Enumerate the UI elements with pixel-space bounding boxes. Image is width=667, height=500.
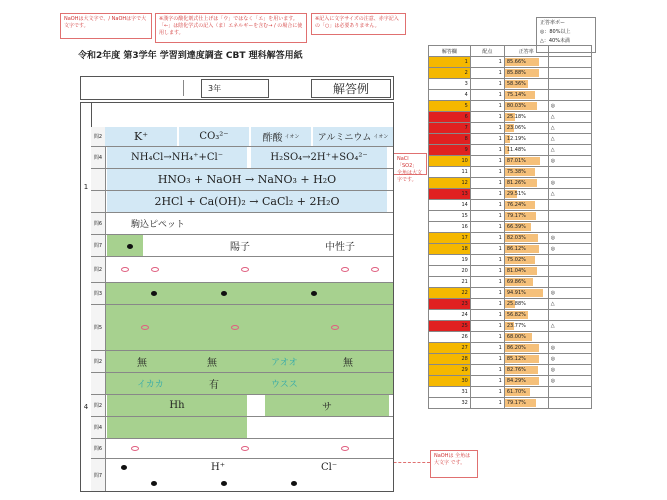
table-row — [429, 90, 592, 101]
answer-cell: NH₄Cl→NH₄⁺+Cl⁻ — [107, 147, 247, 168]
table-row — [429, 376, 592, 387]
rate-cell — [504, 200, 548, 211]
rate-value: 85.12% — [506, 356, 526, 362]
rate-cell — [504, 321, 548, 332]
row-label: 問2 — [91, 257, 106, 282]
answer-number-cell: 5 — [429, 101, 471, 112]
rate-value: 75.14% — [506, 92, 526, 98]
note-naoh: NaOHは大文字で、/ NaOHは字で大文字です。 — [60, 13, 152, 39]
table-row — [429, 167, 592, 178]
answer-number-cell: 28 — [429, 354, 471, 365]
points-cell: 1 — [470, 299, 504, 310]
rate-cell — [504, 189, 548, 200]
rate-mark-cell — [548, 211, 591, 222]
note-reaction: ※漢字の酸化剤式仕上げは「ウ」ではなく「エ」を用います。「←」は陰化学式の記入（ま）エネルギーを含む→ / の場合に使用します。 — [155, 13, 307, 43]
rate-cell — [504, 167, 548, 178]
answer-number-cell: 3 — [429, 79, 471, 90]
answer-number-cell: 18 — [429, 244, 471, 255]
answer-number-cell: 29 — [429, 365, 471, 376]
rate-cell — [504, 354, 548, 365]
answer-cell: K⁺ — [105, 127, 177, 146]
points-cell: 1 — [470, 222, 504, 233]
points-cell: 1 — [470, 200, 504, 211]
answer-number-cell: 9 — [429, 145, 471, 156]
points-cell: 1 — [470, 354, 504, 365]
table-row — [429, 266, 592, 277]
rate-cell — [504, 288, 548, 299]
answer-number-cell: 19 — [429, 255, 471, 266]
table-row — [429, 101, 592, 112]
row-label: 問7 — [91, 459, 106, 491]
mark — [141, 325, 149, 330]
header-row — [80, 76, 394, 100]
answer-cell — [107, 417, 247, 438]
rate-mark-cell: ◎ — [548, 178, 591, 189]
grade-value: 3年 — [208, 84, 222, 93]
answer-cell: 陽子 — [230, 242, 250, 253]
answer-row-13 — [91, 417, 393, 439]
answer-cell: H₂SO₄→2H⁺+SO₄²⁻ — [251, 147, 387, 168]
column-header: 解答欄 — [429, 46, 471, 57]
points-cell: 1 — [470, 189, 504, 200]
points-cell: 1 — [470, 178, 504, 189]
rate-cell — [504, 112, 548, 123]
mark — [241, 446, 249, 451]
answer-cell: 2HCl + Ca(OH)₂ → CaCl₂ + 2H₂O — [107, 191, 387, 212]
rate-cell — [504, 310, 548, 321]
row-label: 問6 — [91, 213, 106, 234]
mark — [341, 446, 349, 451]
answer-cell: 無 — [137, 358, 147, 369]
row-label: 問4 — [91, 147, 106, 168]
rate-mark-cell: △ — [548, 299, 591, 310]
table-row — [429, 200, 592, 211]
legend-line-1: ◎：80%以上 — [540, 29, 571, 35]
rate-mark-cell: ◎ — [548, 156, 591, 167]
rate-mark-cell: ◎ — [548, 376, 591, 387]
rate-cell — [504, 343, 548, 354]
table-row — [429, 299, 592, 310]
row-label — [91, 373, 106, 394]
points-cell: 1 — [470, 57, 504, 68]
mark — [341, 267, 349, 272]
rate-mark-cell — [548, 277, 591, 288]
question-1-label: 1 — [83, 183, 89, 191]
answer-cell: 中性子 — [325, 242, 355, 253]
table-row — [429, 398, 592, 409]
legend-title: 正答率ボー — [540, 20, 566, 26]
rate-value: 61.70% — [506, 389, 526, 395]
header-marks — [83, 80, 184, 96]
rate-cell — [504, 299, 548, 310]
table-row — [429, 68, 592, 79]
column-header: 配点 — [470, 46, 504, 57]
table-row — [429, 57, 592, 68]
points-cell: 1 — [470, 90, 504, 101]
mark — [371, 267, 379, 272]
rate-value: 66.39% — [506, 224, 526, 230]
rate-cell — [504, 365, 548, 376]
rate-cell — [504, 156, 548, 167]
rate-cell — [504, 255, 548, 266]
mark — [151, 481, 157, 486]
rate-value: 68.00% — [506, 334, 526, 340]
points-cell: 1 — [470, 332, 504, 343]
row-label — [91, 169, 106, 190]
answer-cell: イカカ — [137, 380, 164, 390]
rate-cell — [504, 134, 548, 145]
note-bottom: NaOHは 全角は大文字 です。 — [430, 450, 478, 478]
rate-mark-cell — [548, 255, 591, 266]
points-cell: 1 — [470, 288, 504, 299]
points-cell: 1 — [470, 255, 504, 266]
points-cell: 1 — [470, 277, 504, 288]
rate-mark-cell: ◎ — [548, 365, 591, 376]
answer-number-cell: 26 — [429, 332, 471, 343]
rate-cell — [504, 222, 548, 233]
rate-mark-cell: △ — [548, 321, 591, 332]
rate-mark-cell: △ — [548, 123, 591, 134]
rate-value: 94.91% — [506, 290, 526, 296]
answer-number-cell: 16 — [429, 222, 471, 233]
rate-mark-cell — [548, 200, 591, 211]
rate-cell — [504, 68, 548, 79]
rate-mark-cell — [548, 167, 591, 178]
rate-value: 23.06% — [506, 125, 526, 131]
points-cell: 1 — [470, 310, 504, 321]
answer-row-15 — [91, 459, 393, 491]
points-cell: 1 — [470, 211, 504, 222]
rate-mark-cell — [548, 332, 591, 343]
rate-cell — [504, 398, 548, 409]
row-label: 問2 — [91, 351, 106, 372]
answer-cell: サ — [265, 395, 389, 416]
answer-number-cell: 1 — [429, 57, 471, 68]
points-cell: 1 — [470, 233, 504, 244]
answer-cell: 無 — [343, 358, 353, 369]
table-header-row — [429, 46, 592, 57]
rate-mark-cell — [548, 90, 591, 101]
points-cell: 1 — [470, 321, 504, 332]
rate-value: 82.76% — [506, 367, 526, 373]
grade-box — [201, 79, 269, 98]
mark — [241, 267, 249, 272]
mark — [331, 325, 339, 330]
row-label: 問4 — [91, 417, 106, 438]
table-row — [429, 79, 592, 90]
rate-value: 29.51% — [506, 191, 526, 197]
note-so2: NaCl「SO2」 全角は大文字です。 — [393, 153, 427, 175]
row-label: 問2 — [91, 395, 106, 416]
answer-row-11 — [91, 373, 393, 395]
rate-cell — [504, 211, 548, 222]
answer-row-3 — [91, 169, 393, 191]
rate-value: 76.24% — [506, 202, 526, 208]
answer-cell: ウスス — [271, 380, 298, 390]
table-row — [429, 244, 592, 255]
answer-number-cell: 30 — [429, 376, 471, 387]
table-row — [429, 387, 592, 398]
rate-mark-cell — [548, 387, 591, 398]
points-cell: 1 — [470, 123, 504, 134]
rate-mark-cell — [548, 398, 591, 409]
points-cell: 1 — [470, 398, 504, 409]
answer-number-cell: 32 — [429, 398, 471, 409]
row-label: 問5 — [91, 305, 106, 350]
rate-value: 56.82% — [506, 312, 526, 318]
answer-number-cell: 8 — [429, 134, 471, 145]
row-label — [91, 191, 106, 212]
answer-number-cell: 17 — [429, 233, 471, 244]
answer-cell: アルミニウム イオン — [313, 127, 393, 146]
mark — [151, 267, 159, 272]
table-row — [429, 189, 592, 200]
answer-number-cell: 25 — [429, 321, 471, 332]
rate-mark-cell — [548, 68, 591, 79]
answer-number-cell: 14 — [429, 200, 471, 211]
answer-example-box — [311, 79, 391, 98]
answer-row-9 — [91, 305, 393, 351]
row-label: 問6 — [91, 439, 106, 458]
points-cell: 1 — [470, 156, 504, 167]
answer-cell: Hh — [107, 395, 247, 416]
mark — [311, 291, 317, 296]
table-row — [429, 156, 592, 167]
answer-number-cell: 31 — [429, 387, 471, 398]
table-row — [429, 288, 592, 299]
mark — [221, 291, 227, 296]
rate-value: 81.26% — [506, 180, 526, 186]
rate-cell — [504, 233, 548, 244]
rate-mark-cell — [548, 57, 591, 68]
points-cell: 1 — [470, 145, 504, 156]
points-cell: 1 — [470, 365, 504, 376]
answer-number-cell: 24 — [429, 310, 471, 321]
table-row — [429, 211, 592, 222]
answer-number-cell: 23 — [429, 299, 471, 310]
rate-value: 81.04% — [506, 268, 526, 274]
answer-cell: アオオ — [271, 358, 298, 368]
answer-row-1 — [91, 127, 393, 147]
answer-cell: 無 — [207, 358, 217, 369]
table-row — [429, 112, 592, 123]
answer-number-cell: 22 — [429, 288, 471, 299]
answer-number-cell: 27 — [429, 343, 471, 354]
table-row — [429, 178, 592, 189]
rate-cell — [504, 90, 548, 101]
answer-cell: 酢酸 イオン — [251, 127, 311, 146]
rate-value: 79.17% — [506, 213, 526, 219]
rate-value: 85.88% — [506, 70, 526, 76]
rate-value: 25.18% — [506, 114, 526, 120]
rate-cell — [504, 266, 548, 277]
table-row — [429, 310, 592, 321]
answer-number-cell: 10 — [429, 156, 471, 167]
mark — [121, 465, 127, 470]
rate-cell — [504, 376, 548, 387]
rate-cell — [504, 145, 548, 156]
rate-mark-cell: ◎ — [548, 343, 591, 354]
rate-value: 80.03% — [506, 103, 526, 109]
points-cell: 1 — [470, 244, 504, 255]
row-label: 問2 — [91, 127, 106, 146]
points-cell: 1 — [470, 101, 504, 112]
rate-value: 25.88% — [506, 301, 526, 307]
rate-value: 87.01% — [506, 158, 526, 164]
row-label: 問7 — [91, 235, 106, 256]
table-row — [429, 145, 592, 156]
rate-mark-cell: ◎ — [548, 233, 591, 244]
answer-number-cell: 4 — [429, 90, 471, 101]
rate-cell — [504, 79, 548, 90]
table-row — [429, 123, 592, 134]
rate-value: 85.66% — [506, 59, 526, 65]
mark — [291, 481, 297, 486]
rate-cell — [504, 123, 548, 134]
table-row — [429, 233, 592, 244]
answer-row-14 — [91, 439, 393, 459]
rate-cell — [504, 332, 548, 343]
rate-value: 86.12% — [506, 246, 526, 252]
rate-mark-cell: △ — [548, 134, 591, 145]
answer-cell: CO₃²⁻ — [179, 127, 249, 146]
table-row — [429, 321, 592, 332]
points-cell: 1 — [470, 376, 504, 387]
answer-row-6 — [91, 235, 393, 257]
answer-row-12 — [91, 395, 393, 417]
rate-mark-cell: ◎ — [548, 244, 591, 255]
rate-cell — [504, 277, 548, 288]
table-row — [429, 222, 592, 233]
rate-value: 75.38% — [506, 169, 526, 175]
answer-number-cell: 20 — [429, 266, 471, 277]
points-cell: 1 — [470, 387, 504, 398]
table-row — [429, 332, 592, 343]
answer-row-2 — [91, 147, 393, 169]
answer-cell: 駒込ピペット — [131, 220, 185, 230]
answer-cell: H⁺ — [211, 461, 225, 473]
page-title: 令和2年度 第3学年 学習到達度調査 CBT 理科解答用紙 — [78, 51, 303, 61]
answer-number-cell: 15 — [429, 211, 471, 222]
answer-number-cell: 2 — [429, 68, 471, 79]
rate-value: 23.77% — [506, 323, 526, 329]
mark — [121, 267, 129, 272]
mark — [151, 291, 157, 296]
table-row — [429, 343, 592, 354]
rate-value: 84.29% — [506, 378, 526, 384]
table-row — [429, 354, 592, 365]
points-cell: 1 — [470, 112, 504, 123]
answer-number-cell: 6 — [429, 112, 471, 123]
answer-number-cell: 11 — [429, 167, 471, 178]
rate-value: 79.17% — [506, 400, 526, 406]
answer-cell: 有 — [209, 380, 219, 391]
answer-row-7 — [91, 257, 393, 283]
rate-mark-cell — [548, 222, 591, 233]
mark — [221, 481, 227, 486]
rate-value: 82.03% — [506, 235, 526, 241]
answer-cell — [107, 235, 143, 256]
table-row — [429, 365, 592, 376]
points-cell: 1 — [470, 266, 504, 277]
rate-value: 75.02% — [506, 257, 526, 263]
rate-mark-cell: △ — [548, 145, 591, 156]
question-4-label: 4 — [83, 403, 89, 411]
rate-cell — [504, 178, 548, 189]
answer-number-cell: 21 — [429, 277, 471, 288]
rate-mark-cell: ◎ — [548, 101, 591, 112]
rate-mark-cell — [548, 310, 591, 321]
rate-mark-cell: △ — [548, 189, 591, 200]
rate-mark-cell — [548, 79, 591, 90]
points-cell: 1 — [470, 68, 504, 79]
table-row — [429, 134, 592, 145]
rate-value: 69.86% — [506, 279, 526, 285]
answer-sheet — [80, 102, 394, 492]
answer-row-8 — [91, 283, 393, 305]
rate-mark-cell: △ — [548, 112, 591, 123]
rate-cell — [504, 244, 548, 255]
answer-cell: HNO₃ + NaOH → NaNO₃ + H₂O — [107, 169, 387, 190]
rate-value: 86.20% — [506, 345, 526, 351]
rate-mark-cell — [548, 266, 591, 277]
points-cell: 1 — [470, 343, 504, 354]
answer-row-4 — [91, 191, 393, 213]
points-cell: 1 — [470, 79, 504, 90]
row-label: 問3 — [91, 283, 106, 304]
table-row — [429, 277, 592, 288]
rate-value: 58.36% — [506, 81, 526, 87]
legend-line-2: △：40%未満 — [540, 38, 570, 44]
mark — [231, 325, 239, 330]
rate-cell — [504, 101, 548, 112]
answer-row-10 — [91, 351, 393, 373]
note-symbols: ※記入に文字サイズの注意、赤字記入の「○」は必要ありません。 — [311, 13, 406, 35]
table-row — [429, 255, 592, 266]
column-header — [548, 46, 591, 57]
answer-number-cell: 12 — [429, 178, 471, 189]
points-cell: 1 — [470, 167, 504, 178]
points-cell: 1 — [470, 134, 504, 145]
answer-cell: Cl⁻ — [321, 461, 338, 473]
score-table — [428, 45, 592, 409]
rate-value: 12.19% — [506, 136, 526, 142]
answer-number-cell: 13 — [429, 189, 471, 200]
answer-row-5 — [91, 213, 393, 235]
rate-mark-cell: ◎ — [548, 288, 591, 299]
mark — [131, 446, 139, 451]
column-header: 正答率 — [504, 46, 548, 57]
answer-example-label: 解答例 — [332, 82, 369, 96]
rate-cell — [504, 387, 548, 398]
rate-cell — [504, 57, 548, 68]
answer-number-cell: 7 — [429, 123, 471, 134]
mark — [127, 244, 133, 249]
rate-value: 11.48% — [506, 147, 526, 153]
rate-mark-cell: ◎ — [548, 354, 591, 365]
